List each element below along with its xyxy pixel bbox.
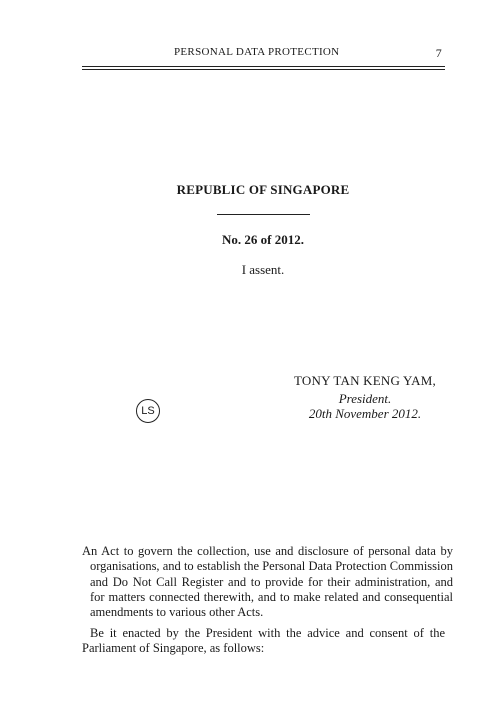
header-rule-top [82,66,445,67]
ls-seal-icon: LS [136,399,160,423]
running-title: PERSONAL DATA PROTECTION [174,46,340,58]
country-heading: REPUBLIC OF SINGAPORE [176,182,350,197]
signatory-name: TONY TAN KENG YAM, [294,373,436,388]
page-number: 7 [435,46,442,60]
running-head [82,46,445,62]
signatory-title: President. [338,391,392,406]
enacting-formula: Be it enacted by the President with the advice and consent of the Parliament of Singapore, as follows: [82,626,445,656]
header-rule-bottom [82,69,445,70]
long-title: An Act to govern the collection, use and disclosure of personal data by organisations, and to establish the Personal Data Protection Commission and Do Not Call Register and to provide for their administration, and for matters connected therewith, and to make related and consequential amendments to various other Acts. [82,544,453,620]
assent-text: I assent. [241,262,285,277]
assent-date: 20th November 2012. [308,406,422,421]
heading-divider [217,214,310,215]
act-number: No. 26 of 2012. [222,232,304,247]
